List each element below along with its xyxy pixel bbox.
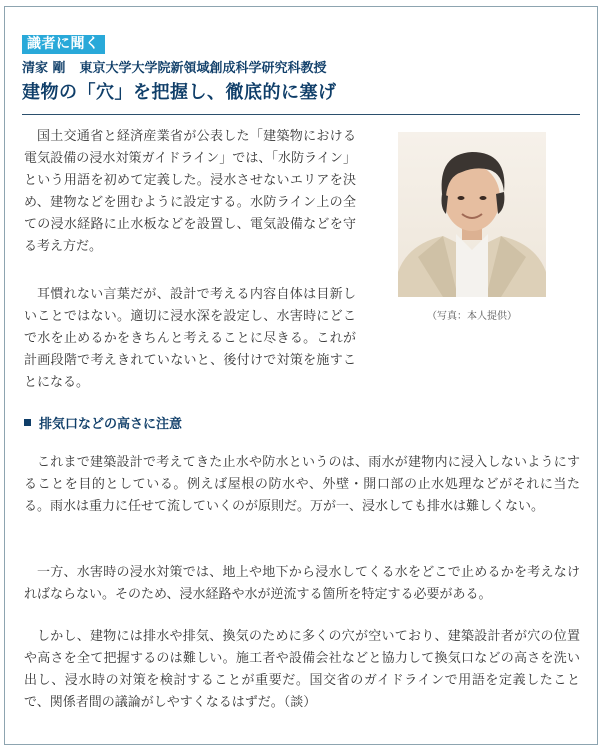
paragraph-5: しかし、建物には排水や排気、換気のために多くの穴が空いており、建築設計者が穴の位置や高さを全て把握するのは難しい。施工者や設備会社などと協力して換気口などの高さを洗い出し、浸水時の対策を検討することが重要だ。国交省のガイドラインで用語を定義したことで、関係者間の議論がしやすくなるはずだ。（談） [24, 629, 580, 710]
headline-divider [22, 114, 580, 115]
subheading [24, 415, 182, 435]
section-tag: 識者に聞く [22, 35, 105, 54]
subheading-text: 排気口などの高さに注意 [39, 417, 183, 432]
author-title: 東京大学大学院新領域創成科学研究科教授 [79, 61, 327, 76]
paragraph-1: 国土交通省と経済産業省が公表した「建築物における電気設備の浸水対策ガイドライン」では、「水防ライン」という用語を初めて定義した。浸水させないエリアを決め、建物などを囲むように設定する。水防ライン上の全ての浸水経路に止水板などを設置し、電気設備などを守る考え方だ。 [24, 129, 356, 254]
paragraph-2: 耳慣れない言葉だが、設計で考える内容自体は目新しいことではない。適切に浸水深を設定し、水害時にどこで水を止めるかをきちんと考えることに尽きる。これが計画段階で考えきれていないと、後付けで対策を施すことになる。 [24, 287, 356, 390]
portrait-illustration [398, 132, 546, 297]
square-bullet-icon [24, 419, 31, 426]
paragraph-4: 一方、水害時の浸水対策では、地上や地下から浸水してくる水をどこで止めるかを考えなければならない。そのため、浸水経路や水が逆流する箇所を特定する必要がある。 [24, 565, 580, 602]
photo-caption: （写真：本人提供） [427, 311, 517, 322]
headline: 建物の「穴」を把握し、徹底的に塞げ [22, 82, 337, 103]
paragraph-3: これまで建築設計で考えてきた止水や防水というのは、雨水が建物内に浸入しないようにすることを目的としている。例えば屋根の防水や、外壁・開口部の止水処理などがそれに当たる。雨水は重力に任せて流していくのが原則だ。万が一、浸水しても排水は難しくない。 [24, 455, 580, 514]
author-name: 清家 剛 [22, 61, 66, 76]
author-line [22, 60, 327, 78]
portrait-photo [398, 132, 546, 297]
